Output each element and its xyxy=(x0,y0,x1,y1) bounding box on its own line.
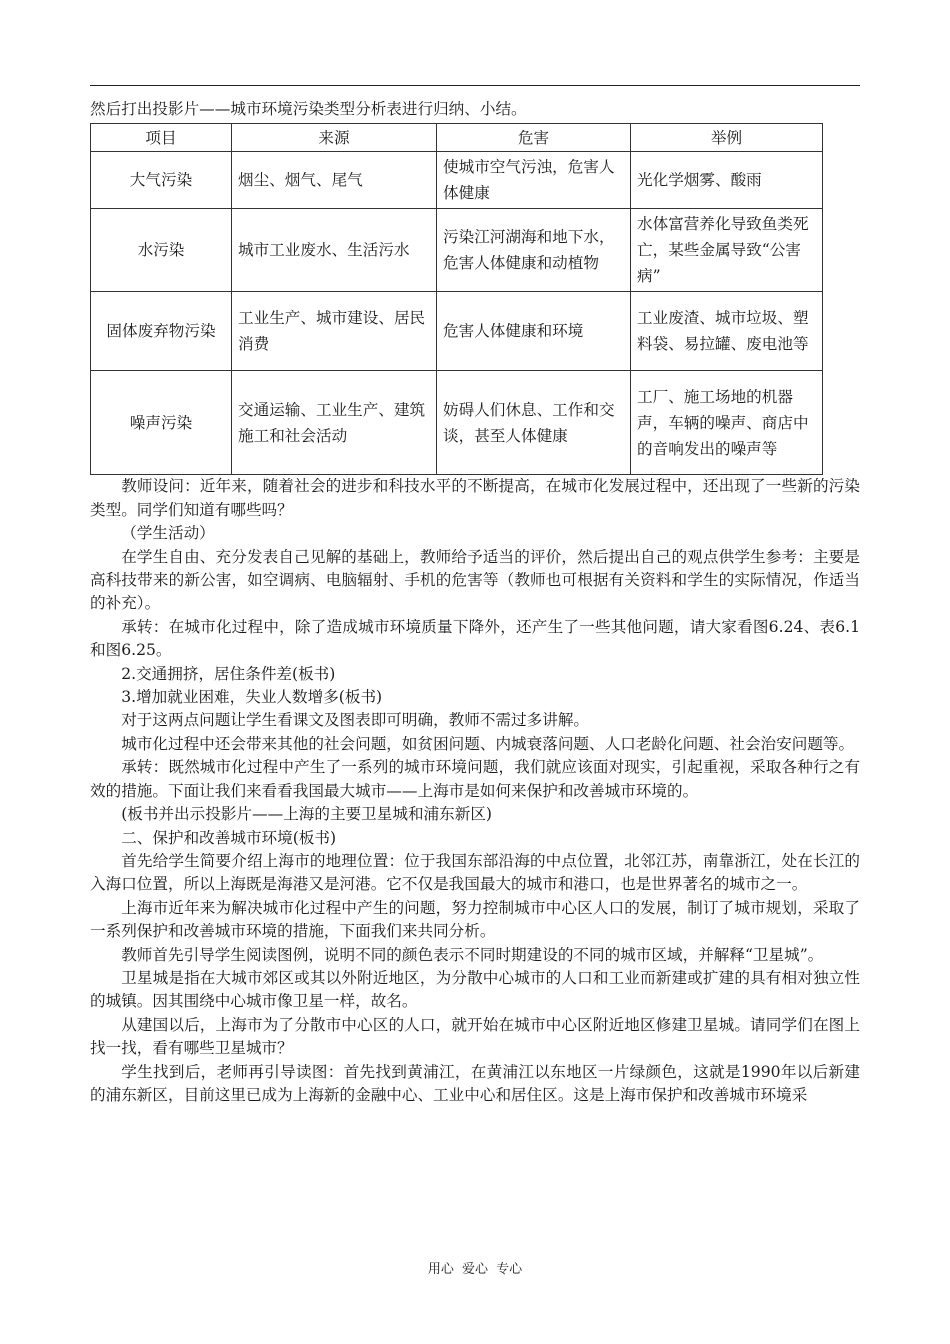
row-source: 烟尘、烟气、尾气 xyxy=(232,152,437,209)
section-heading: 二、保护和改善城市环境(板书) xyxy=(121,828,337,847)
body-text xyxy=(90,475,860,1107)
paragraph: （学生活动） xyxy=(121,524,215,543)
row-source: 城市工业废水、生活污水 xyxy=(232,209,437,292)
page-content xyxy=(90,98,860,1107)
intro-line: 然后打出投影片——城市环境污染类型分析表进行归纳、小结。 xyxy=(90,100,527,118)
paragraph: 2.交通拥挤，居住条件差(板书) xyxy=(121,664,336,683)
row-item: 固体废弃物污染 xyxy=(91,292,232,371)
table-row xyxy=(91,152,823,209)
paragraph: 教师首先引导学生阅读图例，说明不同的颜色表示不同时期建设的不同的城市区域，并解释“卫星城”。 xyxy=(121,945,824,964)
row-harm: 危害人体健康和环境 xyxy=(437,292,631,371)
row-example: 工厂、施工场地的机器声，车辆的噪声、商店中的音响发出的噪声等 xyxy=(631,371,823,475)
header-rule xyxy=(90,85,860,86)
header-source: 来源 xyxy=(232,124,437,152)
row-example: 光化学烟雾、酸雨 xyxy=(631,152,823,209)
paragraph: 教师设问：近年来，随着社会的进步和科技水平的不断提高，在城市化发展过程中，还出现了一些新的污染类型。同学们知道有哪些吗？ xyxy=(90,477,860,519)
row-example: 工业废渣、城市垃圾、塑料袋、易拉罐、废电池等 xyxy=(631,292,823,371)
paragraph: 3.增加就业困难，失业人数增多(板书) xyxy=(121,688,383,707)
header-item: 项目 xyxy=(91,124,232,152)
row-item: 噪声污染 xyxy=(91,371,232,475)
row-source: 交通运输、工业生产、建筑施工和社会活动 xyxy=(232,371,437,475)
pollution-type-table xyxy=(90,123,823,475)
row-item: 大气污染 xyxy=(91,152,232,209)
table-header-row xyxy=(91,124,823,152)
paragraph: 首先给学生简要介绍上海市的地理位置：位于我国东部沿海的中点位置，北邻江苏，南靠浙江，处在长江的入海口位置，所以上海既是海港又是河港。它不仅是我国最大的城市和港口，也是世界著名的城市之一。 xyxy=(90,851,860,894)
row-harm: 使城市空气污浊，危害人体健康 xyxy=(437,152,631,209)
header-example: 举例 xyxy=(631,124,823,152)
row-source: 工业生产、城市建设、居民消费 xyxy=(232,292,437,371)
header-harm: 危害 xyxy=(437,124,631,152)
paragraph: (板书并出示投影片——上海的主要卫星城和浦东新区) xyxy=(121,805,493,824)
table-row xyxy=(91,292,823,371)
table-row xyxy=(91,371,823,475)
paragraph: 在学生自由、充分发表自己见解的基础上，教师给予适当的评价，然后提出自己的观点供学生参考：主要是高科技带来的新公害，如空调病、电脑辐射、手机的危害等（教师也可根据有关资料和学生的实际情况，作适当的补充）。 xyxy=(90,547,860,613)
row-harm: 污染江河湖海和地下水，危害人体健康和动植物 xyxy=(437,209,631,292)
paragraph: 承转：在城市化过程中，除了造成城市环境质量下降外，还产生了一些其他问题，请大家看图6.24、表6.1和图6.25。 xyxy=(90,617,860,660)
row-harm: 妨碍人们休息、工作和交谈，甚至人体健康 xyxy=(437,371,631,475)
table-row xyxy=(91,209,823,292)
paragraph: 上海市近年来为解决城市化过程中产生的问题，努力控制城市中心区人口的发展，制订了城市规划，采取了一系列保护和改善城市环境的措施，下面我们来共同分析。 xyxy=(90,898,860,941)
row-example: 水体富营养化导致鱼类死亡，某些金属导致“公害病” xyxy=(631,209,823,292)
paragraph: 卫星城是指在大城市郊区或其以外附近地区，为分散中心城市的人口和工业而新建或扩建的具有相对独立性的城镇。因其围绕中心城市像卫星一样，故名。 xyxy=(90,968,860,1011)
paragraph: 对于这两点问题让学生看课文及图表即可明确，教师不需过多讲解。 xyxy=(121,711,590,730)
paragraph: 城市化过程中还会带来其他的社会问题，如贫困问题、内城衰落问题、人口老龄化问题、社会治安问题等。 xyxy=(121,734,855,753)
paragraph: 学生找到后，老师再引导读图：首先找到黄浦江，在黄浦江以东地区一片绿颜色，这就是1990年以后新建的浦东新区，目前这里已成为上海新的金融中心、工业中心和居住区。这是上海市保护和改善城市环境采 xyxy=(90,1062,860,1104)
paragraph: 承转：既然城市化过程中产生了一系列的城市环境问题，我们就应该面对现实，引起重视，采取各种行之有效的措施。下面让我们来看看我国最大城市——上海市是如何来保护和改善城市环境的。 xyxy=(90,758,860,800)
row-item: 水污染 xyxy=(91,209,232,292)
paragraph: 从建国以后，上海市为了分散市中心区的人口，就开始在城市中心区附近地区修建卫星城。请同学们在图上找一找，看有哪些卫星城市？ xyxy=(90,1015,860,1058)
page-footer: 用心 爱心 专心 xyxy=(427,1262,523,1277)
